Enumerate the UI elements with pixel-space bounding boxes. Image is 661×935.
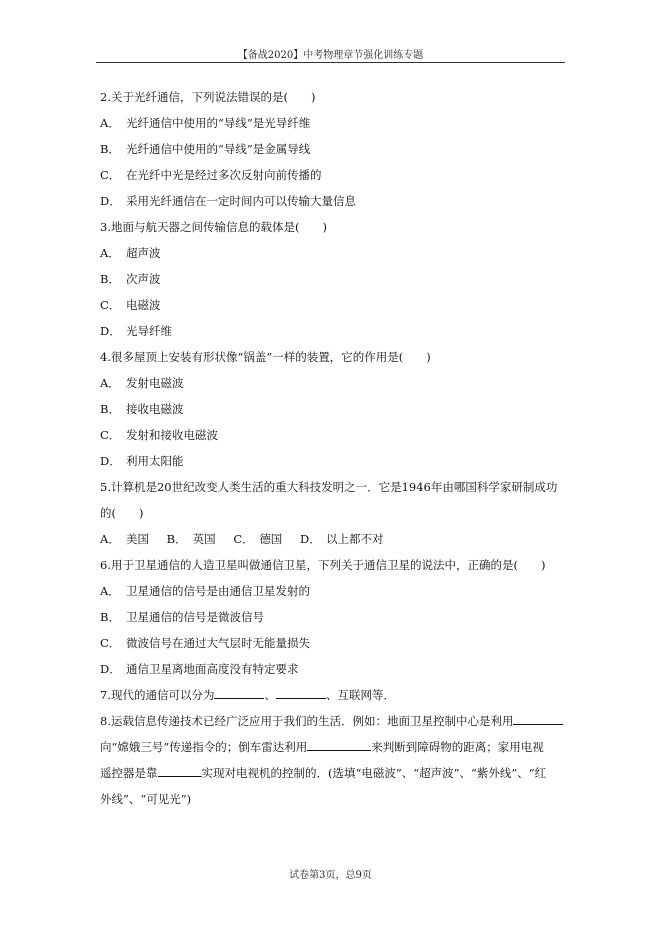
answer-blank[interactable] (158, 764, 202, 777)
question-4-option-c (100, 422, 565, 448)
option-letter: C． (100, 168, 121, 182)
question-8-line-2 (100, 734, 565, 760)
option-letter: B． (166, 532, 187, 546)
option-text: 以上都不对 (325, 532, 384, 546)
question-8-line-3 (100, 760, 565, 786)
option-text: 电磁波 (126, 298, 161, 312)
header-divider (96, 62, 565, 63)
option-text: 发射和接收电磁波 (126, 428, 218, 442)
option-letter: D． (100, 194, 121, 208)
question-5-options (100, 526, 565, 552)
option-letter: D． (100, 454, 121, 468)
question-2-option-d (100, 188, 565, 214)
question-3-option-d (100, 318, 565, 344)
option-letter: D． (100, 324, 121, 338)
question-3-option-b (100, 266, 565, 292)
question-4-option-d (100, 448, 565, 474)
option-text: 超声波 (126, 246, 161, 260)
option-letter: C． (100, 298, 121, 312)
option-letter: D． (299, 532, 321, 546)
option-letter: B． (100, 272, 120, 286)
option-text: 光纤通信中使用的“导线”是金属导线 (126, 142, 311, 156)
question-7-prefix: 7.现代的通信可以分为 (100, 688, 215, 702)
option-text: 接收电磁波 (126, 402, 184, 416)
option-letter: A． (100, 532, 120, 546)
question-2-option-a (100, 110, 565, 136)
question-8-line-1 (100, 708, 565, 734)
option-text: 美国 (126, 532, 149, 546)
question-7 (100, 682, 565, 708)
question-3-stem: 3.地面与航天器之间传输信息的载体是( ) (100, 220, 327, 234)
question-2-option-c (100, 162, 565, 188)
option-letter: D． (100, 662, 121, 676)
option-text: 卫星通信的信号是由通信卫星发射的 (126, 584, 310, 598)
option-text: 微波信号在通过大气层时无能量损失 (126, 636, 310, 650)
option-letter: B． (100, 142, 120, 156)
question-3-option-c (100, 292, 565, 318)
option-text: 卫星通信的信号是微波信号 (126, 610, 264, 624)
question-8-text: 来判断到障碍物的距离；家用电视 (371, 740, 544, 754)
option-text: 在光纤中光是经过多次反射向前传播的 (126, 168, 322, 182)
document-body (100, 84, 565, 812)
question-4-option-a (100, 370, 565, 396)
question-7-separator: 、 (325, 688, 338, 702)
question-6-option-d (100, 656, 565, 682)
question-8-text: 实现对电视机的控制的．(选填“电磁波”、“超声波”、“紫外线”、“红 (201, 766, 547, 780)
question-5-option-b (167, 532, 216, 546)
option-letter: A． (100, 376, 120, 390)
answer-blank[interactable] (276, 686, 326, 699)
question-5-option-d (300, 532, 384, 546)
question-6-option-a (100, 578, 565, 604)
answer-blank[interactable] (513, 712, 563, 725)
question-6-option-b (100, 604, 565, 630)
option-text: 光导纤维 (126, 324, 172, 338)
option-text: 采用光纤通信在一定时间内可以传输大量信息 (126, 194, 356, 208)
option-text: 光纤通信中使用的“导线”是光导纤维 (126, 116, 311, 130)
option-letter: A． (100, 116, 120, 130)
question-6-stem: 6.用于卫星通信的人造卫星叫做通信卫星，下列关于通信卫星的说法中，正确的是( ) (100, 558, 546, 572)
question-7-suffix: 互联网等． (337, 688, 395, 702)
question-4-option-b (100, 396, 565, 422)
option-text: 利用太阳能 (126, 454, 184, 468)
answer-blank[interactable] (307, 738, 371, 751)
question-5-option-c (233, 532, 282, 546)
option-letter: B． (100, 402, 120, 416)
question-6-option-c (100, 630, 565, 656)
option-text: 通信卫星离地面高度没有特定要求 (126, 662, 299, 676)
option-letter: C． (100, 636, 121, 650)
question-7-separator: 、 (264, 688, 276, 702)
question-8-text: 向“嫦娥三号”传递指令的；倒车雷达利用 (100, 740, 308, 754)
option-letter: C． (233, 532, 254, 546)
question-8-line-4: 外线”、“可见光”) (100, 792, 192, 806)
question-3-option-a (100, 240, 565, 266)
option-text: 英国 (192, 532, 216, 546)
question-2-stem: 2.关于光纤通信，下列说法错误的是( ) (100, 90, 316, 104)
question-8-text: 8.运载信息传递技术已经广泛应用于我们的生活．例如：地面卫星控制中心是利用 (100, 714, 514, 728)
option-text: 德国 (259, 532, 283, 546)
page-header: 【备战2020】中考物理章节强化训练专题 (237, 50, 424, 61)
option-text: 次声波 (126, 272, 161, 286)
page-footer: 试卷第3页，总9页 (289, 870, 372, 881)
option-letter: B． (100, 610, 120, 624)
option-letter: A． (100, 584, 120, 598)
question-5-stem-line-2: 的( ) (100, 506, 144, 520)
answer-blank[interactable] (214, 686, 264, 699)
question-8-text: 遥控器是靠 (100, 766, 158, 780)
question-4-stem: 4.很多屋顶上安装有形状像“锅盖”一样的装置，它的作用是( ) (100, 350, 431, 364)
question-5-option-a (100, 532, 149, 546)
option-text: 发射电磁波 (126, 376, 184, 390)
option-letter: C． (100, 428, 121, 442)
option-letter: A． (100, 246, 120, 260)
question-5-stem-line-1: 5.计算机是20世纪改变人类生活的重大科技发明之一．它是1946年由哪国科学家研制成功 (100, 480, 558, 494)
question-2-option-b (100, 136, 565, 162)
